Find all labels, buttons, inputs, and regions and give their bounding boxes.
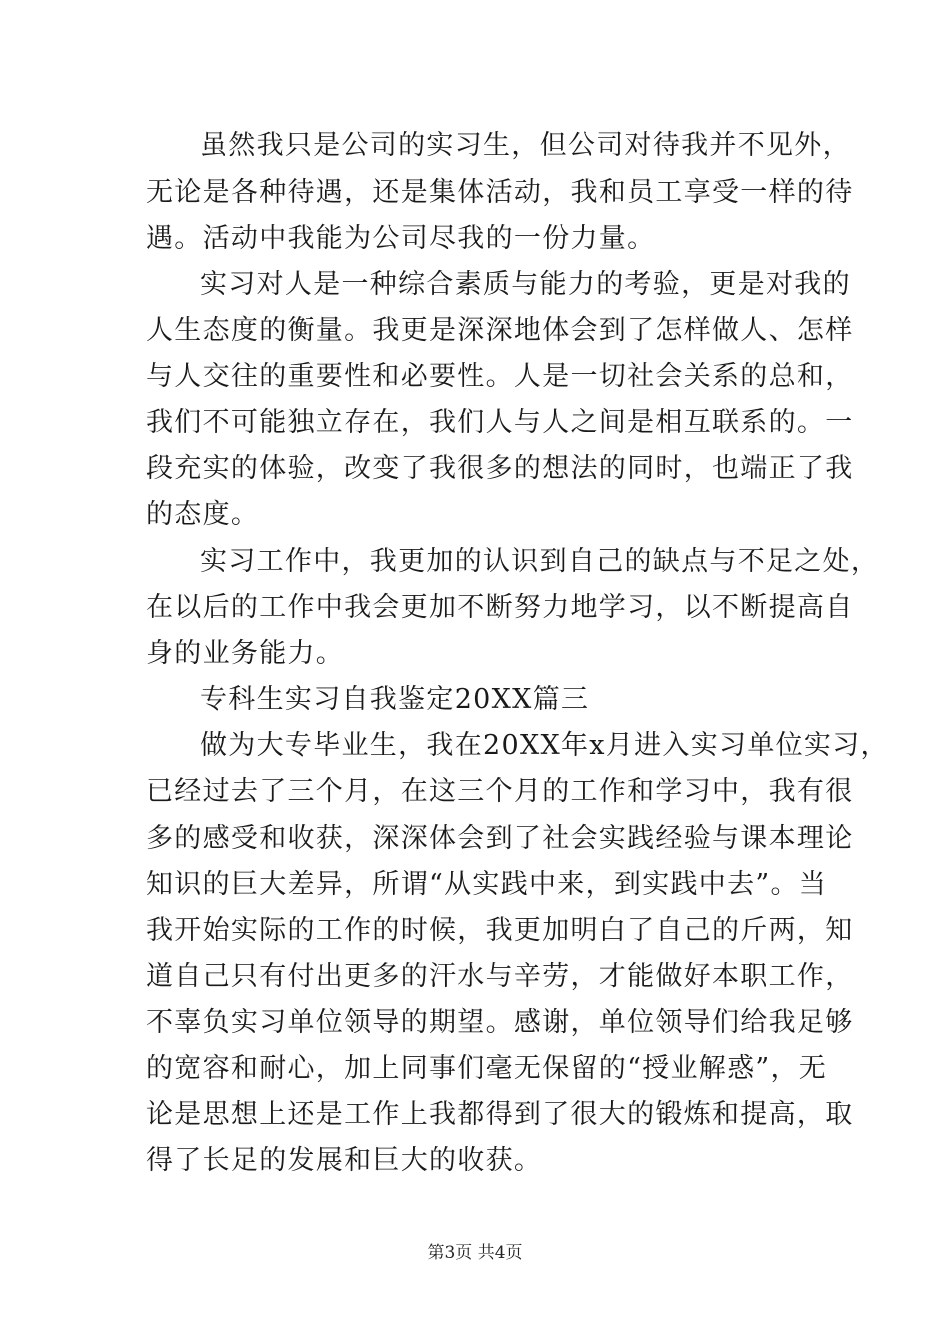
paragraph-2-line-1: 实习对人是一种综合素质与能力的考验，更是对我的 bbox=[200, 269, 851, 300]
paragraph-5-line-3: 多的感受和收获，深深体会到了社会实践经验与课本理论 bbox=[146, 823, 854, 854]
paragraph-1-line-2: 无论是各种待遇，还是集体活动，我和员工享受一样的待 bbox=[146, 177, 854, 208]
paragraph-1-line-1: 虽然我只是公司的实习生，但公司对待我并不见外， bbox=[200, 130, 851, 161]
paragraph-2-line-6: 的态度。 bbox=[146, 499, 260, 530]
paragraph-5-line-4: 知识的巨大差异，所谓“从实践中来，到实践中去”。当 bbox=[146, 869, 828, 900]
paragraph-5-line-1: 做为大专毕业生，我在20XX年x月进入实习单位实习， bbox=[200, 730, 889, 761]
paragraph-5-line-7: 不辜负实习单位领导的期望。感谢，单位领导们给我足够 bbox=[146, 1007, 854, 1038]
page-footer: 第3页 共4页 bbox=[427, 1243, 523, 1263]
paragraph-5-line-10: 得了长足的发展和巨大的收获。 bbox=[146, 1145, 543, 1176]
paragraph-3-line-1: 实习工作中，我更加的认识到自己的缺点与不足之处， bbox=[200, 546, 880, 577]
paragraph-2-line-4: 我们不可能独立存在，我们人与人之间是相互联系的。一 bbox=[146, 407, 854, 438]
paragraph-2-line-3: 与人交往的重要性和必要性。人是一切社会关系的总和， bbox=[146, 361, 854, 392]
paragraph-5-line-8: 的宽容和耐心，加上同事们毫无保留的“授业解惑”，无 bbox=[146, 1053, 828, 1084]
paragraph-1-line-3: 遇。活动中我能为公司尽我的一份力量。 bbox=[146, 223, 656, 254]
paragraph-3-line-2: 在以后的工作中我会更加不断努力地学习，以不断提高自 bbox=[146, 592, 854, 623]
paragraph-2-line-2: 人生态度的衡量。我更是深深地体会到了怎样做人、怎样 bbox=[146, 315, 854, 346]
paragraph-2-line-5: 段充实的体验，改变了我很多的想法的同时，也端正了我 bbox=[146, 453, 854, 484]
paragraph-5-line-6: 道自己只有付出更多的汗水与辛劳，才能做好本职工作， bbox=[146, 961, 854, 992]
paragraph-5-line-9: 论是思想上还是工作上我都得到了很大的锻炼和提高，取 bbox=[146, 1099, 854, 1130]
section-heading: 专科生实习自我鉴定20XX篇三 bbox=[200, 684, 590, 715]
paragraph-3-line-3: 身的业务能力。 bbox=[146, 638, 345, 669]
paragraph-5-line-5: 我开始实际的工作的时候，我更加明白了自己的斤两，知 bbox=[146, 915, 854, 946]
paragraph-5-line-2: 已经过去了三个月，在这三个月的工作和学习中，我有很 bbox=[146, 776, 854, 807]
